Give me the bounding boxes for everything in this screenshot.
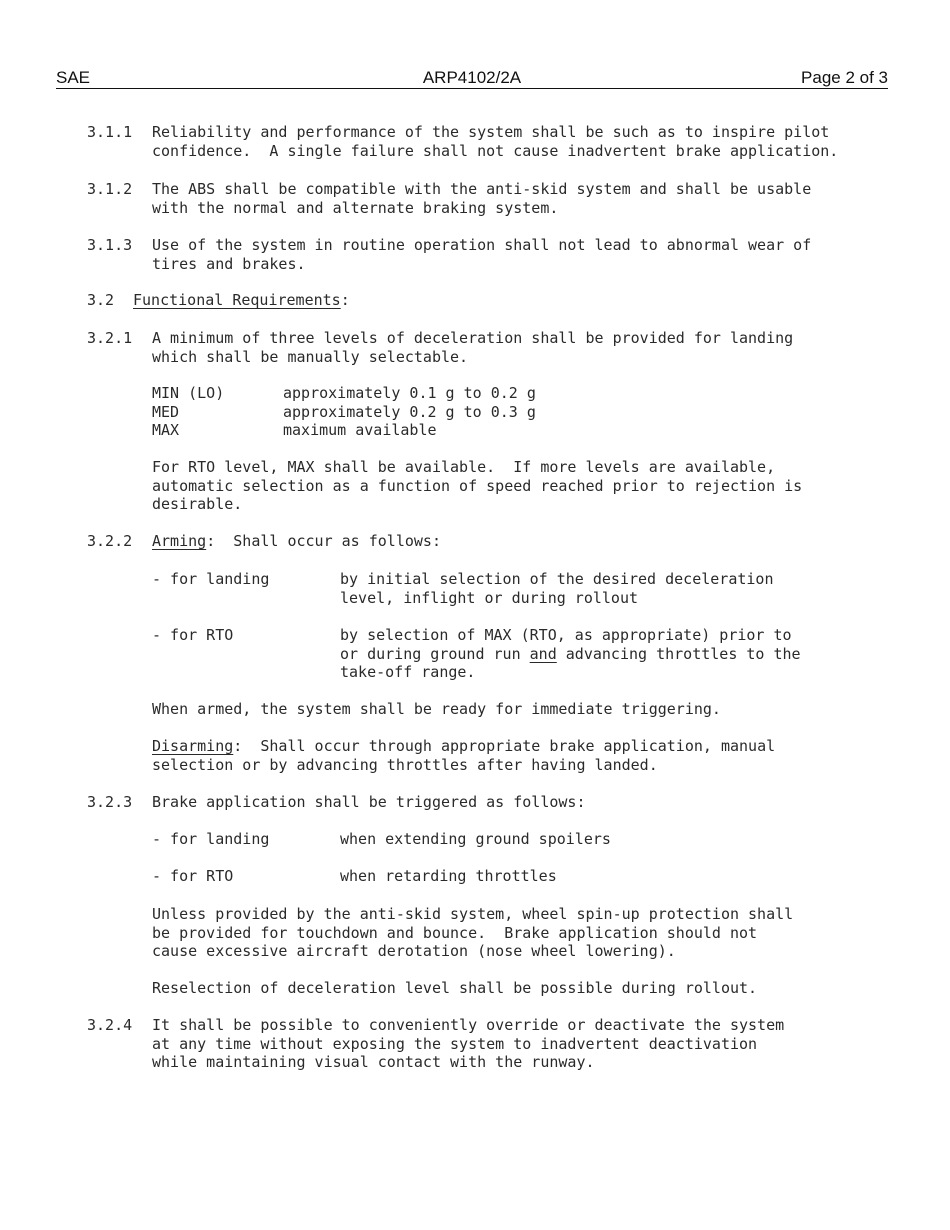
section-number: 3.1.3: [87, 236, 133, 254]
section-3-2-1-text: [152, 329, 793, 366]
arming-landing-label: - for landing: [152, 570, 270, 588]
section-number: 3.1.1: [87, 123, 133, 141]
header-page-number: Page 2 of 3: [801, 68, 888, 87]
text-line: by initial selection of the desired deceleration: [340, 570, 774, 588]
header-org: SAE: [56, 68, 91, 87]
text-line: Unless provided by the anti-skid system, wheel spin-up protection shall: [152, 905, 794, 923]
text-line: level, inflight or during rollout: [340, 588, 639, 607]
spinup-paragraph: [152, 905, 793, 961]
deceleration-level-label: MED: [152, 402, 180, 421]
deceleration-level-value: maximum available: [283, 421, 437, 440]
text-line: desirable.: [152, 495, 243, 514]
text-line: A minimum of three levels of deceleration shall be provided for landing: [152, 329, 794, 347]
trigger-landing-label: - for landing: [152, 830, 270, 848]
rto-level-paragraph: [152, 458, 802, 514]
heading-title: Functional Requirements: [133, 291, 341, 309]
section-3-2-heading: [133, 291, 350, 310]
section-3-2-3-text: Brake application shall be triggered as follows:: [152, 793, 586, 811]
text-line: cause excessive aircraft derotation (nose wheel lowering).: [152, 942, 676, 961]
text-span: or during ground run: [340, 644, 530, 663]
text-line: while maintaining visual contact with the runway.: [152, 1053, 595, 1072]
text-line: automatic selection as a function of speed reached prior to rejection is: [152, 476, 803, 495]
section-number: 3.1.2: [87, 180, 133, 198]
trigger-rto-text: when retarding throttles: [340, 867, 557, 885]
deceleration-level-value: approximately 0.2 g to 0.3 g: [283, 402, 536, 421]
text-line: For RTO level, MAX shall be available. If more levels are available,: [152, 458, 776, 476]
disarming-term: Disarming: [152, 737, 234, 755]
section-3-1-1-text: [152, 123, 838, 160]
deceleration-level-label: MAX: [152, 421, 180, 440]
text-span: advancing throttles to the: [556, 644, 801, 663]
text-line: selection or by advancing throttles after having landed.: [152, 755, 658, 774]
armed-paragraph: When armed, the system shall be ready for immediate triggering.: [152, 700, 721, 718]
arming-rto-text: [340, 626, 801, 682]
text-line: with the normal and alternate braking system.: [152, 198, 559, 217]
arming-rto-label: - for RTO: [152, 626, 234, 644]
section-number: 3.2.4: [87, 1016, 133, 1034]
text-line: which shall be manually selectable.: [152, 347, 469, 366]
arming-term: Arming: [152, 532, 207, 550]
header-doc-number: ARP4102/2A: [422, 68, 522, 87]
emphasis-and: and: [529, 644, 557, 663]
text-line: The ABS shall be compatible with the anti-skid system and shall be usable: [152, 180, 812, 198]
section-number: 3.2.3: [87, 793, 133, 811]
section-number: 3.2.2: [87, 532, 133, 550]
text-line: It shall be possible to conveniently override or deactivate the system: [152, 1016, 785, 1034]
trigger-rto-label: - for RTO: [152, 867, 234, 885]
section-3-2-4-text: [152, 1016, 784, 1072]
text-span: : Shall occur through appropriate brake application, manual: [233, 737, 776, 755]
section-3-1-2-text: [152, 180, 811, 217]
text-line: Use of the system in routine operation shall not lead to abnormal wear of: [152, 236, 812, 254]
text-line: at any time without exposing the system to inadvertent deactivation: [152, 1034, 758, 1053]
text-line: Reliability and performance of the system shall be such as to inspire pilot: [152, 123, 830, 141]
text-line: be provided for touchdown and bounce. Brake application should not: [152, 923, 758, 942]
page-header: [56, 68, 888, 89]
text-line: by selection of MAX (RTO, as appropriate) prior to: [340, 626, 792, 644]
section-number: 3.2: [87, 291, 115, 309]
heading-colon: :: [340, 291, 350, 309]
section-3-1-3-text: [152, 236, 811, 273]
reselection-paragraph: Reselection of deceleration level shall be possible during rollout.: [152, 979, 758, 997]
text-line: take-off range.: [340, 663, 476, 682]
section-number: 3.2.1: [87, 329, 133, 347]
arming-text: : Shall occur as follows:: [206, 532, 441, 550]
text-line: [152, 737, 775, 756]
disarming-paragraph: [152, 737, 775, 774]
text-line: tires and brakes.: [152, 254, 306, 273]
arming-landing-text: [340, 570, 773, 607]
text-line: [340, 645, 801, 664]
text-line: confidence. A single failure shall not cause inadvertent brake application.: [152, 141, 839, 160]
deceleration-level-label: MIN (LO): [152, 384, 225, 402]
section-3-2-2-text: [152, 532, 441, 551]
deceleration-level-value: approximately 0.1 g to 0.2 g: [283, 384, 536, 402]
trigger-landing-text: when extending ground spoilers: [340, 830, 611, 848]
